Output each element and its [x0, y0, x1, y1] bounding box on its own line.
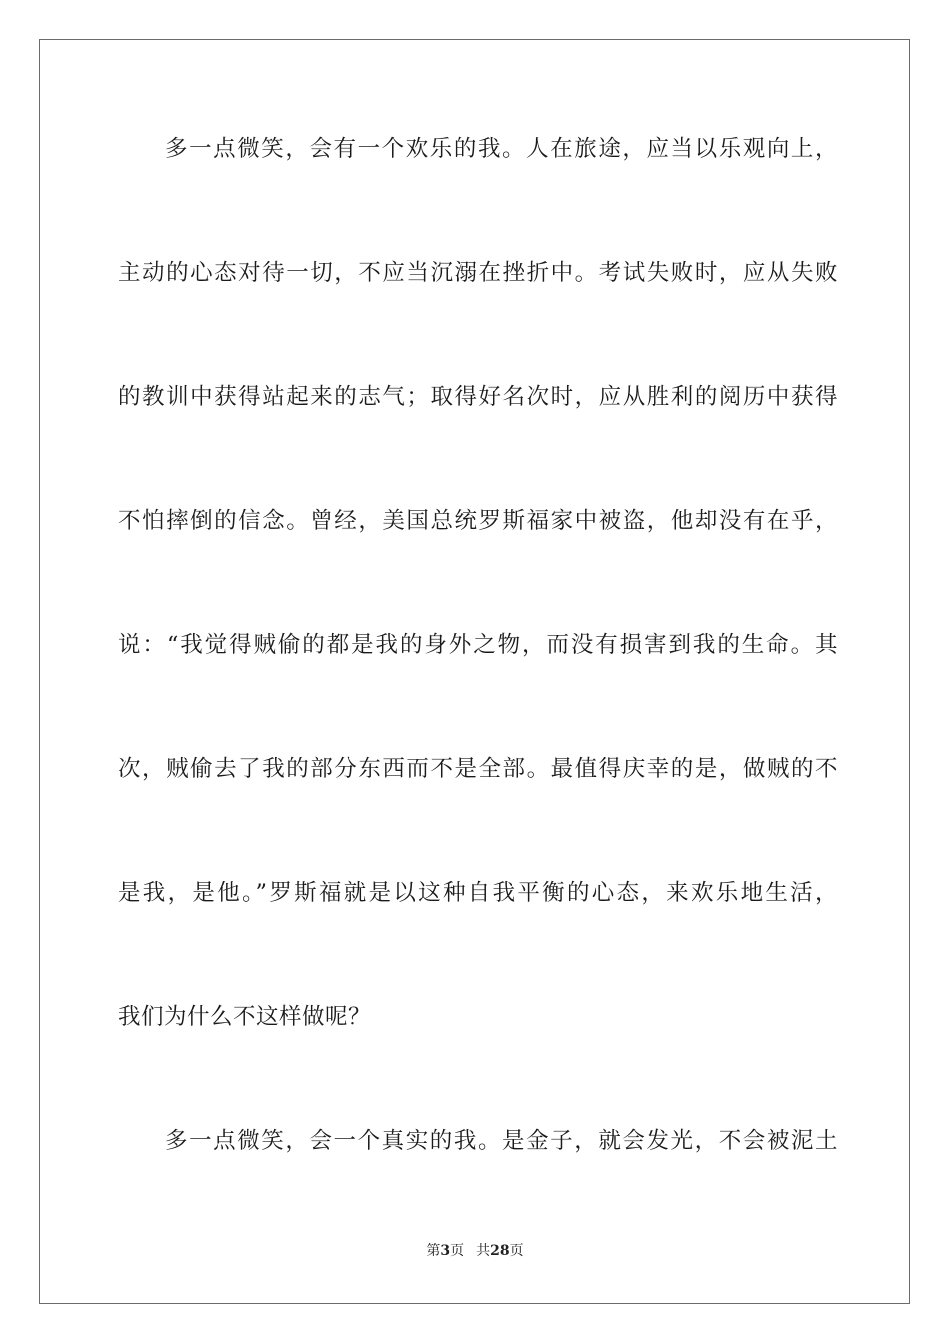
- paragraph-line-7: 是我，是他。”罗斯福就是以这种自我平衡的心态，来欢乐地生活，: [118, 880, 838, 906]
- footer-page-number: 3: [440, 1243, 451, 1259]
- page-border: [39, 39, 910, 1304]
- paragraph-line-2: 主动的心态对待一切，不应当沉溺在挫折中。考试失败时，应从失败: [118, 260, 838, 286]
- paragraph-line-1: 多一点微笑，会有一个欢乐的我。人在旅途，应当以乐观向上，: [165, 136, 838, 162]
- paragraph-line-3: 的教训中获得站起来的志气；取得好名次时，应从胜利的阅历中获得: [118, 384, 838, 410]
- paragraph-line-9: 多一点微笑，会一个真实的我。是金子，就会发光，不会被泥土: [165, 1128, 838, 1154]
- paragraph-line-4: 不怕摔倒的信念。曾经，美国总统罗斯福家中被盗，他却没有在乎，: [118, 508, 838, 534]
- paragraph-line-6: 次，贼偷去了我的部分东西而不是全部。最值得庆幸的是，做贼的不: [118, 756, 838, 782]
- footer-total-pages: 28: [490, 1243, 510, 1259]
- footer-total-prefix: 共: [476, 1243, 491, 1259]
- page-footer: [0, 1242, 950, 1260]
- footer-total-suffix: 页: [509, 1243, 524, 1259]
- paragraph-line-5: 说：“我觉得贼偷的都是我的身外之物，而没有损害到我的生命。其: [118, 632, 838, 658]
- footer-page-prefix: 第: [426, 1243, 441, 1259]
- paragraph-line-8: 我们为什么不这样做呢？: [118, 1004, 372, 1030]
- footer-page-suffix: 页: [450, 1243, 465, 1259]
